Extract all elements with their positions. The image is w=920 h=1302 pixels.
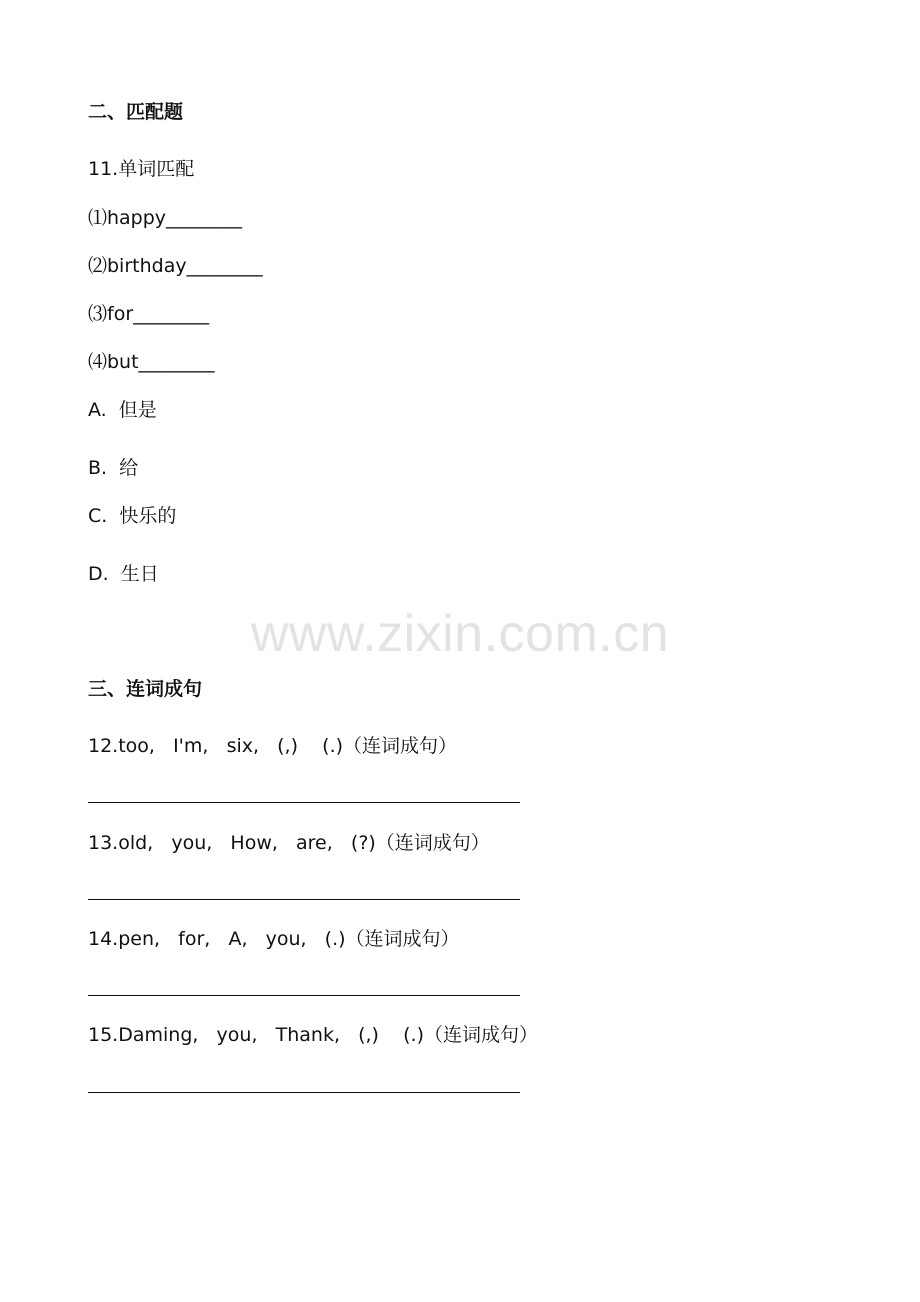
question-13: 13.old, you, How, are, (?)（连词成句） xyxy=(88,832,490,854)
match-item-3: ⑶for________ xyxy=(88,303,210,325)
option-b: B. 给 xyxy=(88,457,139,479)
question-12: 12.too, I'm, six, (,) (.)（连词成句） xyxy=(88,735,458,757)
match-item-4: ⑷but________ xyxy=(88,351,215,373)
option-c: C. 快乐的 xyxy=(88,505,177,527)
match-item-2: ⑵birthday________ xyxy=(88,255,263,277)
answer-line-12 xyxy=(88,802,520,803)
section-heading-sentence-building: 三、连词成句 xyxy=(88,678,203,700)
answer-line-13 xyxy=(88,899,520,900)
answer-line-14 xyxy=(88,995,520,996)
question-14: 14.pen, for, A, you, (.)（连词成句） xyxy=(88,928,460,950)
watermark: www.zixin.com.cn xyxy=(250,605,670,663)
question-11-title: 11.单词匹配 xyxy=(88,158,195,180)
question-15: 15.Daming, you, Thank, (,) (.)（连词成句） xyxy=(88,1024,538,1046)
match-item-1: ⑴happy________ xyxy=(88,207,243,229)
section-heading-matching: 二、匹配题 xyxy=(88,101,184,123)
answer-line-15 xyxy=(88,1092,520,1093)
option-d: D. 生日 xyxy=(88,563,159,585)
option-a: A. 但是 xyxy=(88,399,157,421)
